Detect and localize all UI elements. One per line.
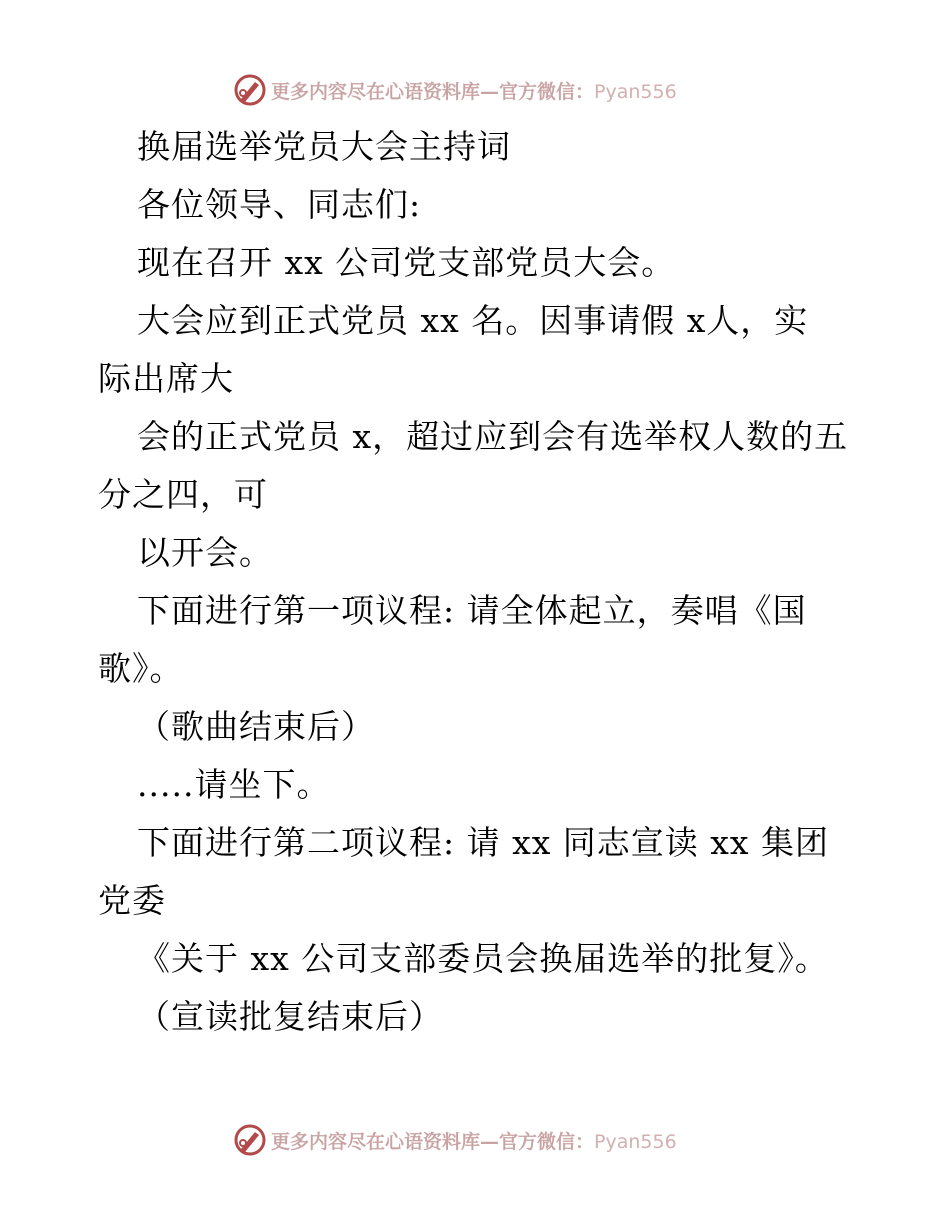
text-line: 下面进行第一项议程: 请全体起立，奏唱《国 [137,591,807,630]
text-line: .....请坐下。 [137,765,331,804]
header-watermark [233,72,713,108]
text-line: 各位领导、同志们: [137,185,422,224]
footer-watermark [233,1122,713,1158]
text-line: 《关于 xx 公司支部委员会换届选举的批复》。 [137,939,829,978]
text-line: 现在召开 xx 公司党支部党员大会。 [137,243,676,282]
text-line: 换届选举党员大会主持词 [137,127,511,166]
text-line: 际出席大 [98,359,234,398]
document-body [98,118,858,1046]
text-line: 党委 [98,881,166,920]
text-line: （宣读批复结束后） [137,997,443,1036]
text-line: 大会应到正式党员 xx 名。因事请假 x人，实 [137,301,809,340]
pen-logo-icon [233,73,267,107]
text-line: 分之四，可 [98,475,268,514]
watermark-text: 更多内容尽在心语资料库—官方微信：Pyan556 [271,1130,677,1153]
text-line: 会的正式党员 x，超过应到会有选举权人数的五 [137,417,849,456]
watermark-text: 更多内容尽在心语资料库—官方微信：Pyan556 [271,80,677,103]
pen-logo-icon [233,1123,267,1157]
text-line: 以开会。 [137,533,273,572]
text-line: 下面进行第二项议程: 请 xx 同志宣读 xx 集团 [137,823,830,862]
text-line: （歌曲结束后） [137,707,375,746]
text-line: 歌》。 [98,649,184,688]
